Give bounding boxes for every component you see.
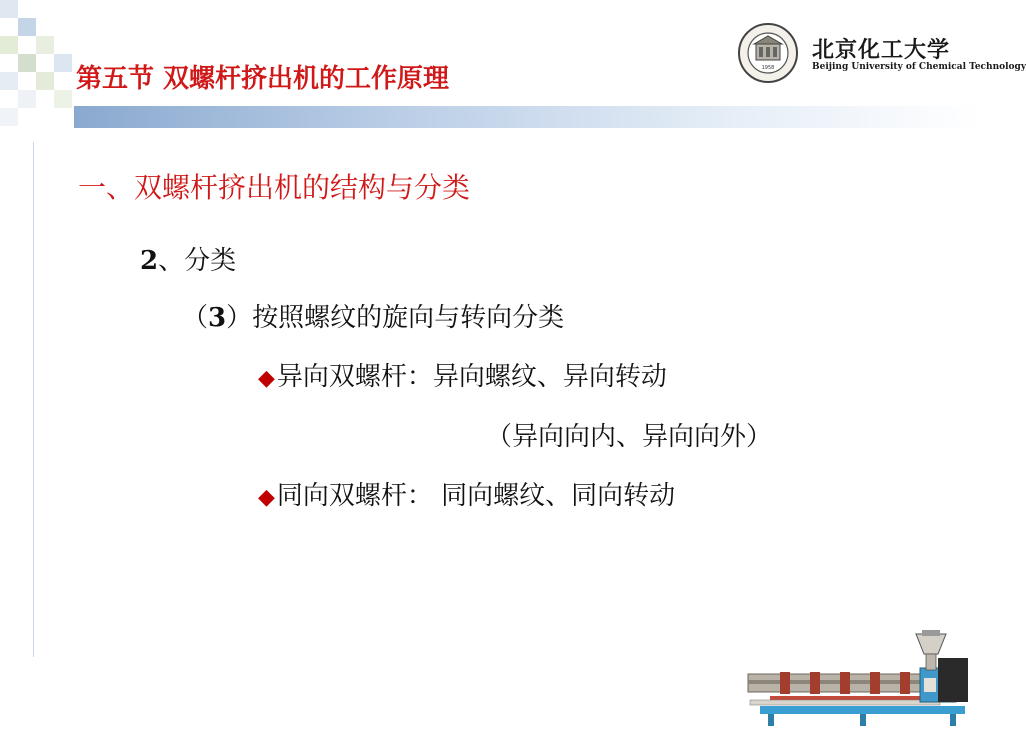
diamond-bullet-icon: ◆: [258, 366, 275, 391]
decor-square: [54, 54, 72, 72]
seal-year: 1958: [761, 65, 775, 71]
diamond-bullet-icon: ◆: [258, 485, 275, 510]
category-open-paren: （: [182, 303, 209, 333]
co-rotating-item: [258, 475, 675, 512]
counter-rotating-subnote: （异向向内、异向向外）: [486, 422, 773, 452]
decor-square: [36, 36, 54, 54]
subsection-text: 、分类: [158, 246, 237, 276]
category-text: ）按照螺纹的旋向与转向分类: [226, 303, 565, 333]
section-heading: 一、双螺杆挤出机的结构与分类: [78, 171, 471, 204]
decor-square: [18, 18, 36, 36]
decor-square: [36, 72, 54, 90]
decor-square: [54, 90, 72, 108]
university-seal-icon: [737, 22, 799, 84]
category-number: 3: [208, 303, 227, 333]
header-gradient-bar: [74, 106, 980, 128]
subsection-number: 2: [140, 246, 159, 276]
decor-square: [0, 0, 18, 18]
category-line: [182, 297, 564, 334]
co-rotating-text: 同向双螺杆： 同向螺纹、同向转动: [276, 481, 676, 511]
decor-square: [18, 90, 36, 108]
decor-square: [0, 108, 18, 126]
decor-square: [18, 54, 36, 72]
counter-rotating-text: 异向双螺杆：异向螺纹、异向转动: [276, 362, 667, 392]
university-name-cn: 北京化工大学: [812, 37, 951, 63]
university-name-en: Beijing University of Chemical Technology: [812, 62, 1026, 72]
left-guide-line: [33, 142, 34, 657]
decor-square: [0, 72, 18, 90]
slide-title: 第五节 双螺杆挤出机的工作原理: [76, 64, 450, 94]
decor-square: [0, 36, 18, 54]
subsection-line: [140, 240, 236, 277]
twin-screw-extruder-machine-icon: [740, 628, 976, 728]
counter-rotating-item: [258, 356, 667, 393]
